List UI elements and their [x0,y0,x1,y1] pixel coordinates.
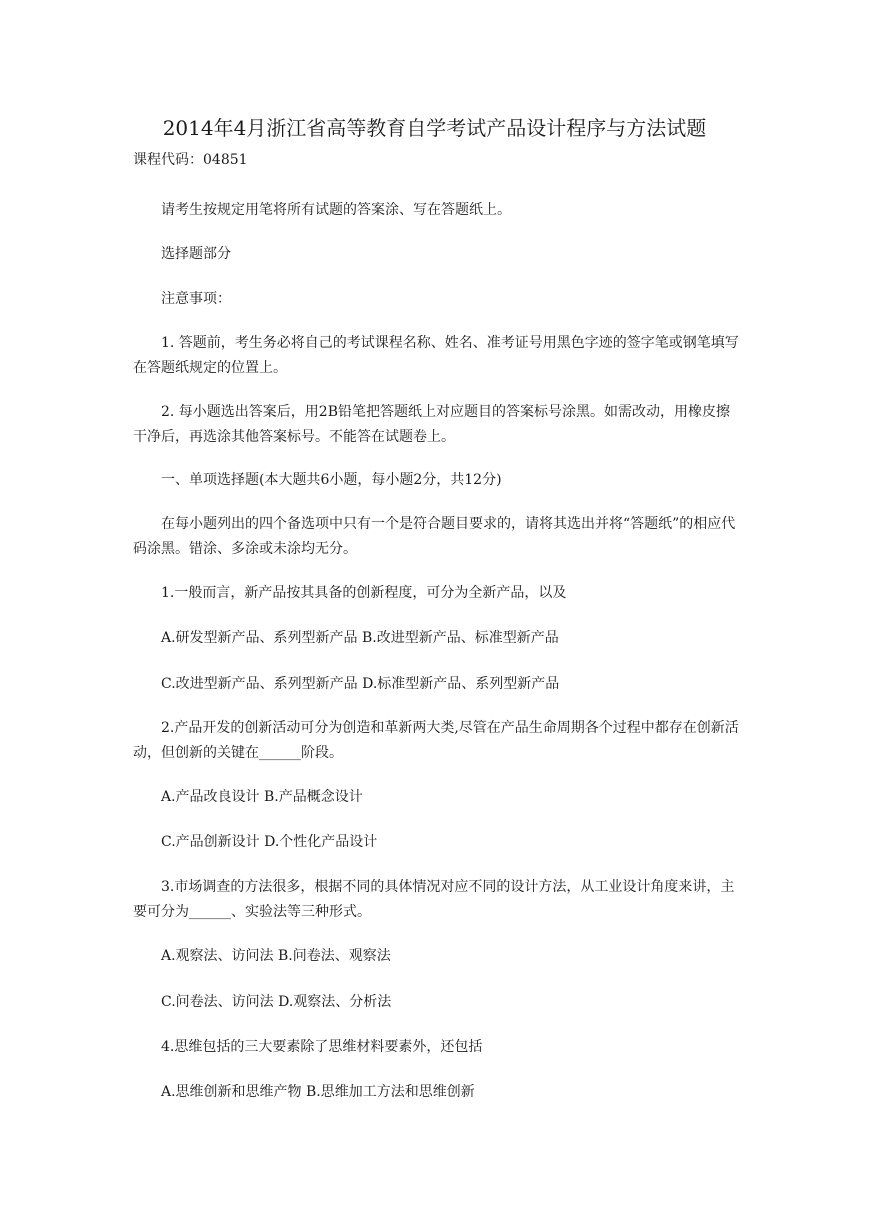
note-item-2: 2. 每小题选出答案后，用2B铅笔把答题纸上对应题目的答案标号涂黑。如需改动，用橡皮擦干净后，再选涂其他答案标号。不能答在试题卷上。 [133,404,731,445]
question-4: 4.思维包括的三大要素除了思维材料要素外，还包括 [161,1039,483,1055]
section-instruction: 在每小题列出的四个备选项中只有一个是符合题目要求的，请将其选出并将“答题纸”的相应代码涂黑。错涂、多涂或未涂均无分。 [133,516,736,557]
note-item-1: 1. 答题前，考生务必将自己的考试课程名称、姓名、准考证号用黑色字迹的签字笔或钢笔填写在答题纸规定的位置上。 [133,335,739,376]
course-code: 课程代码：04851 [133,152,248,168]
question-3: 3.市场调查的方法很多，根据不同的具体情况对应不同的设计方法，从工业设计角度来讲，主要可分为______、实验法等三种形式。 [133,879,735,920]
instruction-paragraph: 请考生按规定用笔将所有试题的答案涂、写在答题纸上。 [161,202,511,218]
question-1-options-ab: A.研发型新产品、系列型新产品 B.改进型新产品、标准型新产品 [161,630,559,646]
section-heading-single-choice: 一、单项选择题(本大题共6小题，每小题2分，共12分) [161,472,502,488]
question-1: 1.一般而言，新产品按其具备的创新程度，可分为全新产品，以及 [161,585,567,601]
section-heading-choice: 选择题部分 [161,246,231,262]
question-2: 2.产品开发的创新活动可分为创造和革新两大类,尽管在产品生命周期各个过程中都存在创新活动，但创新的关键在______阶段。 [133,720,739,761]
notes-heading: 注意事项： [161,291,231,307]
question-2-options-cd: C.产品创新设计 D.个性化产品设计 [161,834,378,850]
question-2-options-ab: A.产品改良设计 B.产品概念设计 [161,789,363,805]
question-4-options-ab: A.思维创新和思维产物 B.思维加工方法和思维创新 [161,1084,475,1100]
exam-title: 2014年4月浙江省高等教育自学考试产品设计程序与方法试题 [162,116,707,140]
question-3-options-cd: C.问卷法、访问法 D.观察法、分析法 [161,994,392,1010]
question-1-options-cd: C.改进型新产品、系列型新产品 D.标准型新产品、系列型新产品 [161,676,560,692]
question-3-options-ab: A.观察法、访问法 B.问卷法、观察法 [161,948,391,964]
